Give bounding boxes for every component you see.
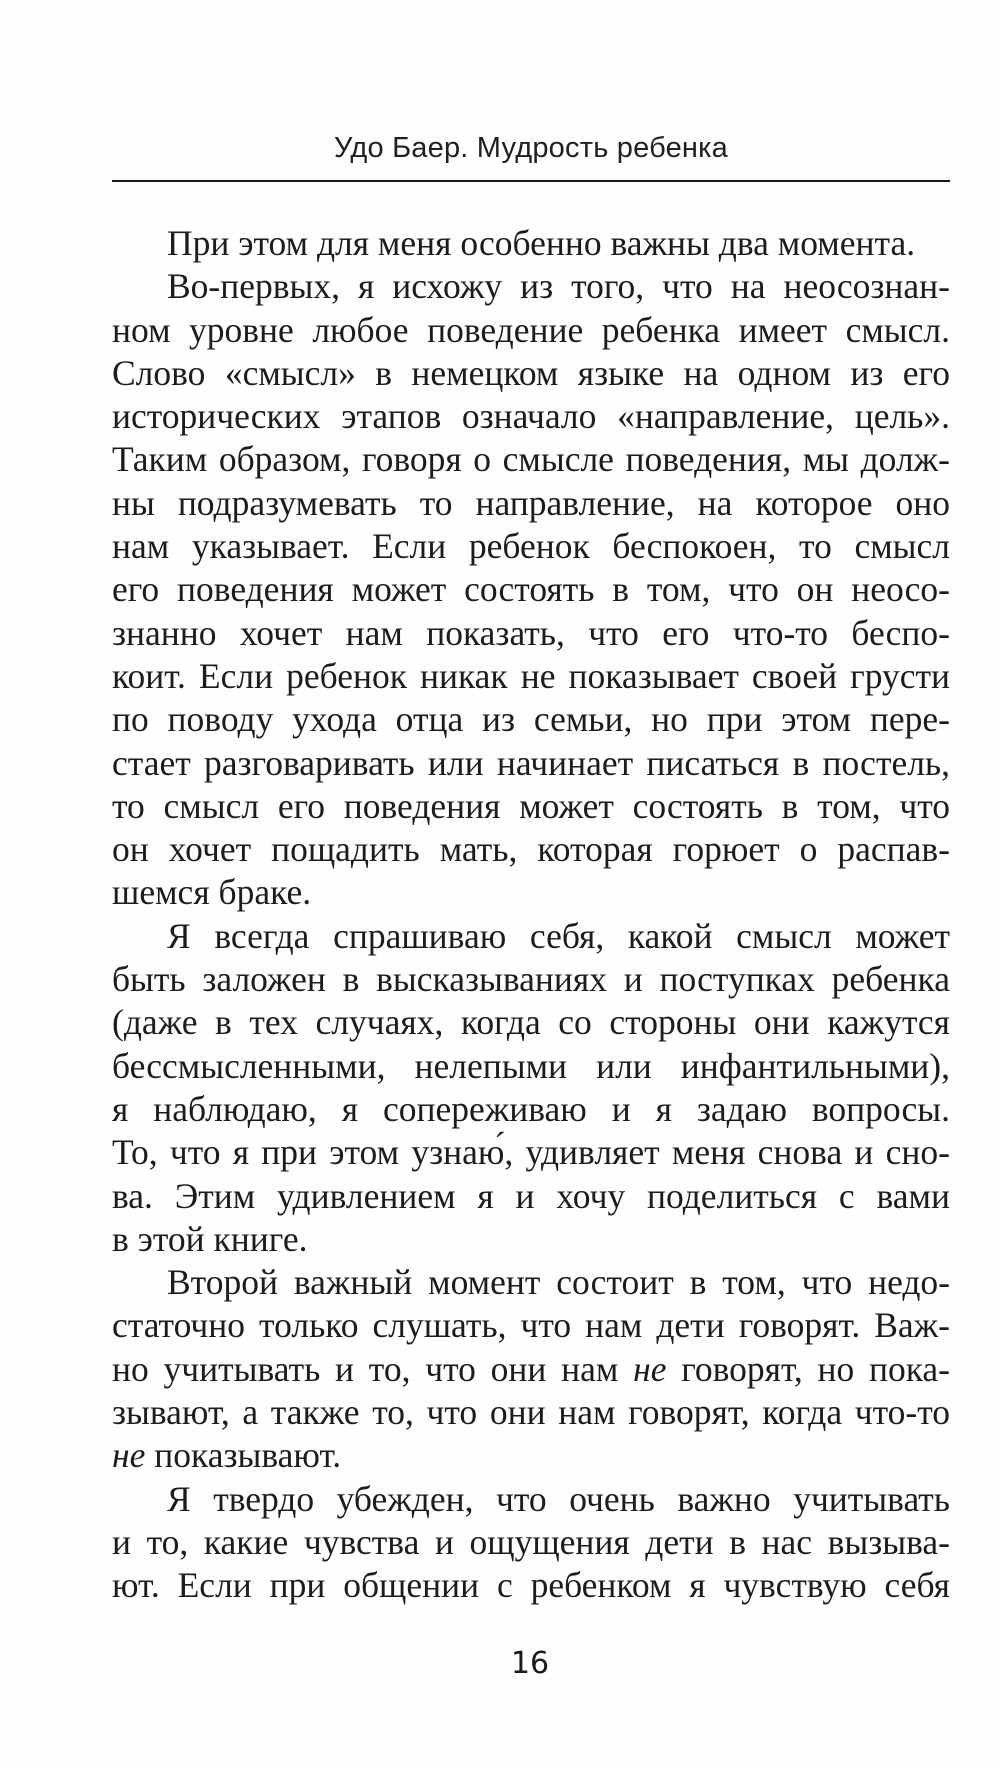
text-line: шемся браке. — [112, 872, 312, 913]
text-line: его поведения может состоять в том, что он неосо- — [112, 569, 950, 610]
text-line: и то, какие чувства и ощущения дети в нас вызыва- — [112, 1521, 950, 1562]
text-segment: показывают. — [145, 1435, 342, 1476]
running-title: Удо Баер. Мудрость ребенка — [334, 132, 728, 164]
emphasis-text: не — [633, 1348, 667, 1389]
text-line: Таким образом, говоря о смысле поведения, мы долж- — [112, 439, 950, 480]
text-line: Во-первых, я исхожу из того, что на неосознан- — [167, 266, 950, 307]
text-line-with-emphasis — [112, 1434, 950, 1477]
text-line: ны подразумевать то направление, на которое оно — [112, 482, 950, 523]
text-line: Второй важный момент состоит в том, что недо- — [167, 1262, 950, 1303]
header-rule — [112, 180, 950, 182]
text-line: (даже в тех случаях, когда со стороны они кажутся — [112, 1002, 950, 1043]
page-number: 16 — [510, 1646, 550, 1681]
text-line: бессмысленными, нелепыми или инфантильными), — [112, 1045, 950, 1086]
emphasis-text: не — [112, 1435, 146, 1476]
text-line-with-emphasis — [112, 1348, 950, 1391]
text-line: зывают, а также то, что они нам говорят, когда что-то — [112, 1392, 950, 1433]
text-segment: но учитывать и то, что они нам — [112, 1348, 634, 1389]
text-line: он хочет пощадить мать, которая горюет о распав- — [112, 829, 950, 870]
text-line: стает разговаривать или начинает писаться в постель, — [112, 742, 950, 783]
text-line: ва. Этим удивлением я и хочу поделиться с вами — [112, 1175, 950, 1216]
text-line: То, что я при этом узнаю́, удивляет меня снова и сно- — [112, 1132, 950, 1173]
text-line: в этой книге. — [112, 1218, 308, 1259]
text-line: быть заложен в высказываниях и поступках ребенка — [112, 959, 950, 1000]
text-line: нам указывает. Если ребенок беспокоен, то смысл — [112, 526, 950, 567]
text-line: коит. Если ребенок никак не показывает своей грусти — [112, 655, 950, 696]
text-line: ном уровне любое поведение ребенка имеет смысл. — [112, 309, 950, 350]
text-line: я наблюдаю, я сопереживаю и я задаю вопросы. — [112, 1088, 950, 1129]
text-line: ют. Если при общении с ребенком я чувствую себя — [112, 1565, 950, 1606]
text-line: по поводу ухода отца из семьи, но при этом пере- — [112, 699, 950, 740]
text-line: исторических этапов означало «направление, цель». — [112, 396, 950, 437]
text-line: статочно только слушать, что нам дети говорят. Важ- — [112, 1305, 950, 1346]
text-line: то смысл его поведения может состоять в том, что — [112, 785, 950, 826]
body-text — [112, 222, 950, 1608]
text-line: знанно хочет нам показать, что его что-то беспо- — [112, 612, 950, 653]
text-line: При этом для меня особенно важны два момента. — [167, 223, 916, 263]
text-segment: говорят, но пока- — [666, 1348, 950, 1389]
text-line: Я всегда спрашиваю себя, какой смысл может — [167, 915, 950, 956]
text-line: Слово «смысл» в немецком языке на одном из его — [112, 352, 950, 393]
text-line: Я твердо убежден, что очень важно учитывать — [167, 1478, 950, 1519]
